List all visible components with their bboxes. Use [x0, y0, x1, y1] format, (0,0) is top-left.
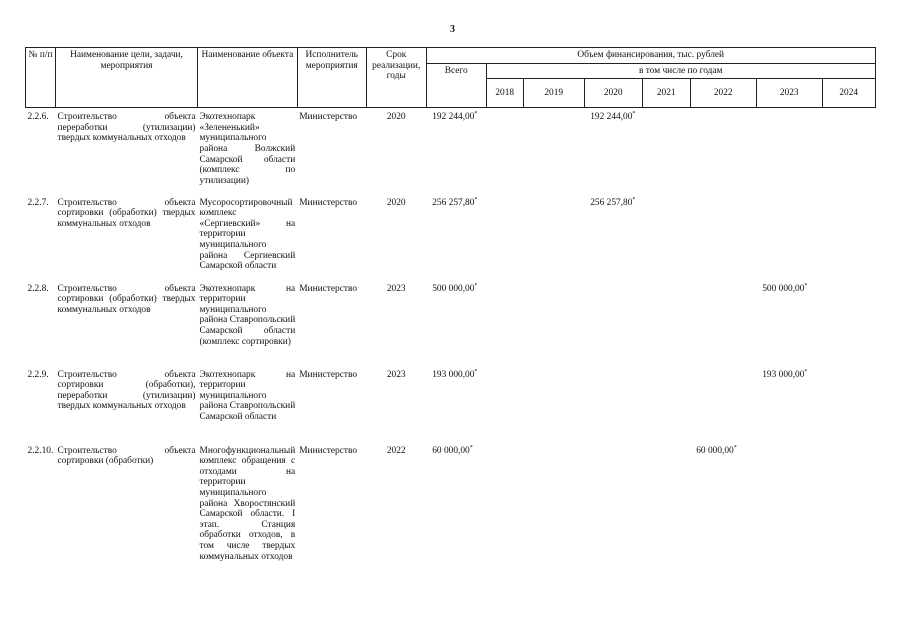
table-row	[26, 442, 876, 592]
row-year-value	[822, 442, 875, 592]
row-year-value	[486, 366, 523, 442]
row-year-value	[523, 108, 584, 194]
row-total	[426, 108, 486, 194]
row-year-value	[486, 194, 523, 280]
row-term: 2020	[386, 197, 406, 208]
page-number: 3	[450, 24, 455, 35]
row-year-value	[756, 194, 822, 280]
row-year-value	[822, 194, 875, 280]
row-goal: Строительство объекта сортировки (обработки), переработки (утилизации) твердых коммунальных отходов	[57, 369, 196, 412]
row-executor: Министерство	[299, 112, 358, 123]
row-goal: Строительство объекта переработки (утилизации) твердых коммунальных отходов	[57, 112, 196, 144]
row-year-value	[523, 194, 584, 280]
row-term: 2023	[386, 369, 406, 380]
header-year: 2019	[523, 79, 584, 108]
header-year: 2023	[756, 79, 822, 108]
row-year-value	[690, 366, 756, 442]
amount-value: 192 244,00	[590, 112, 633, 123]
row-year-value	[822, 280, 875, 366]
footnote-mark: *	[474, 282, 478, 289]
header-goal: Наименование цели, задачи, мероприятия	[56, 48, 198, 108]
row-term: 2020	[386, 112, 406, 123]
row-year-value	[584, 442, 642, 592]
row-total	[426, 442, 486, 592]
row-year-value	[486, 108, 523, 194]
row-year-value	[523, 366, 584, 442]
footnote-mark: *	[474, 196, 478, 203]
row-code: 2.2.10.	[27, 445, 54, 456]
row-object: Экотехнопарк на территории муниципального района Ставропольский Самарской области	[199, 369, 296, 423]
header-year: 2021	[642, 79, 690, 108]
header-num: № п/п	[26, 48, 56, 108]
row-year-value	[756, 280, 822, 366]
row-year-value	[690, 108, 756, 194]
amount-value: 500 000,00	[432, 283, 475, 294]
footnote-mark: *	[469, 444, 473, 451]
amount-value: 256 257,80	[590, 197, 633, 208]
row-year-value	[756, 366, 822, 442]
row-year-value	[690, 280, 756, 366]
footnote-mark: *	[632, 111, 636, 118]
row-year-value	[822, 108, 875, 194]
header-year: 2022	[690, 79, 756, 108]
amount	[432, 284, 477, 294]
row-object: Экотехнопарк на территории муниципального района Ставропольский Самарской области (комплекс сортировки)	[199, 283, 296, 347]
table-row	[26, 108, 876, 194]
amount	[696, 446, 737, 456]
amount	[432, 446, 473, 456]
amount	[762, 284, 807, 294]
row-code: 2.2.9.	[27, 369, 49, 380]
amount	[590, 198, 635, 208]
amount-value: 256 257,80	[432, 197, 475, 208]
table-row	[26, 366, 876, 442]
footnote-mark: *	[733, 444, 737, 451]
row-goal: Строительство объекта сортировки (обработки) твердых коммунальных отходов	[57, 283, 196, 315]
row-year-value	[584, 194, 642, 280]
row-total	[426, 194, 486, 280]
row-object: Многофункциональный комплекс обращения с отходами на территории муниципального района Хворостянский Самарской области. I этап. Станция обработки отходов, в том числе твердых коммунальных отходов	[199, 445, 296, 562]
row-year-value	[584, 366, 642, 442]
row-year-value	[486, 442, 523, 592]
amount	[432, 112, 477, 122]
header-year: 2018	[486, 79, 523, 108]
amount-value: 500 000,00	[762, 283, 805, 294]
footnote-mark: *	[474, 368, 478, 375]
table-row	[26, 280, 876, 366]
row-executor: Министерство	[299, 283, 358, 294]
row-total	[426, 280, 486, 366]
header-object: Наименование объекта	[198, 48, 298, 108]
row-year-value	[690, 194, 756, 280]
amount-value: 192 244,00	[432, 112, 475, 123]
row-executor: Министерство	[299, 369, 358, 380]
amount	[432, 370, 477, 380]
row-term: 2023	[386, 283, 406, 294]
row-executor: Министерство	[299, 197, 358, 208]
amount-value: 60 000,00	[432, 445, 470, 456]
row-term: 2022	[386, 445, 406, 456]
row-year-value	[756, 108, 822, 194]
row-object: Мусоросортировочный комплекс «Сергиевский» на территории муниципального района Сергиевский Самарской области	[199, 197, 296, 272]
row-total	[426, 366, 486, 442]
row-year-value	[642, 280, 690, 366]
row-year-value	[642, 108, 690, 194]
amount	[590, 112, 635, 122]
row-year-value	[642, 366, 690, 442]
header-by-years: в том числе по годам	[486, 63, 875, 79]
row-year-value	[642, 442, 690, 592]
amount	[762, 370, 807, 380]
header-funding: Объем финансирования, тыс. рублей	[426, 48, 875, 64]
row-year-value	[822, 366, 875, 442]
footnote-mark: *	[474, 111, 478, 118]
header-executor: Исполнитель мероприятия	[297, 48, 366, 108]
header-total: Всего	[426, 63, 486, 108]
row-code: 2.2.8.	[27, 283, 49, 294]
row-code: 2.2.6.	[27, 112, 49, 123]
table-row	[26, 194, 876, 280]
row-code: 2.2.7.	[27, 197, 49, 208]
row-year-value	[584, 280, 642, 366]
row-year-value	[584, 108, 642, 194]
table-header	[26, 48, 876, 108]
row-year-value	[523, 280, 584, 366]
header-term: Срок реализации, годы	[366, 48, 426, 108]
table-body	[26, 108, 876, 592]
footnote-mark: *	[632, 196, 636, 203]
footnote-mark: *	[804, 368, 808, 375]
row-year-value	[756, 442, 822, 592]
header-year: 2020	[584, 79, 642, 108]
amount-value: 60 000,00	[696, 445, 734, 456]
row-year-value	[523, 442, 584, 592]
amount-value: 193 000,00	[762, 369, 805, 380]
row-executor: Министерство	[299, 445, 358, 456]
amount-value: 193 000,00	[432, 369, 475, 380]
row-goal: Строительство объекта сортировки (обработки)	[57, 445, 196, 467]
row-object: Экотехнопарк «Зелененький» муниципального района Волжский Самарской области (комплекс по утилизации)	[199, 112, 296, 186]
row-goal: Строительство объекта сортировки (обработки) твердых коммунальных отходов	[57, 197, 196, 229]
row-year-value	[486, 280, 523, 366]
footnote-mark: *	[804, 282, 808, 289]
header-year: 2024	[822, 79, 875, 108]
amount	[432, 198, 477, 208]
row-year-value	[642, 194, 690, 280]
row-year-value	[690, 442, 756, 592]
program-table	[25, 47, 876, 592]
